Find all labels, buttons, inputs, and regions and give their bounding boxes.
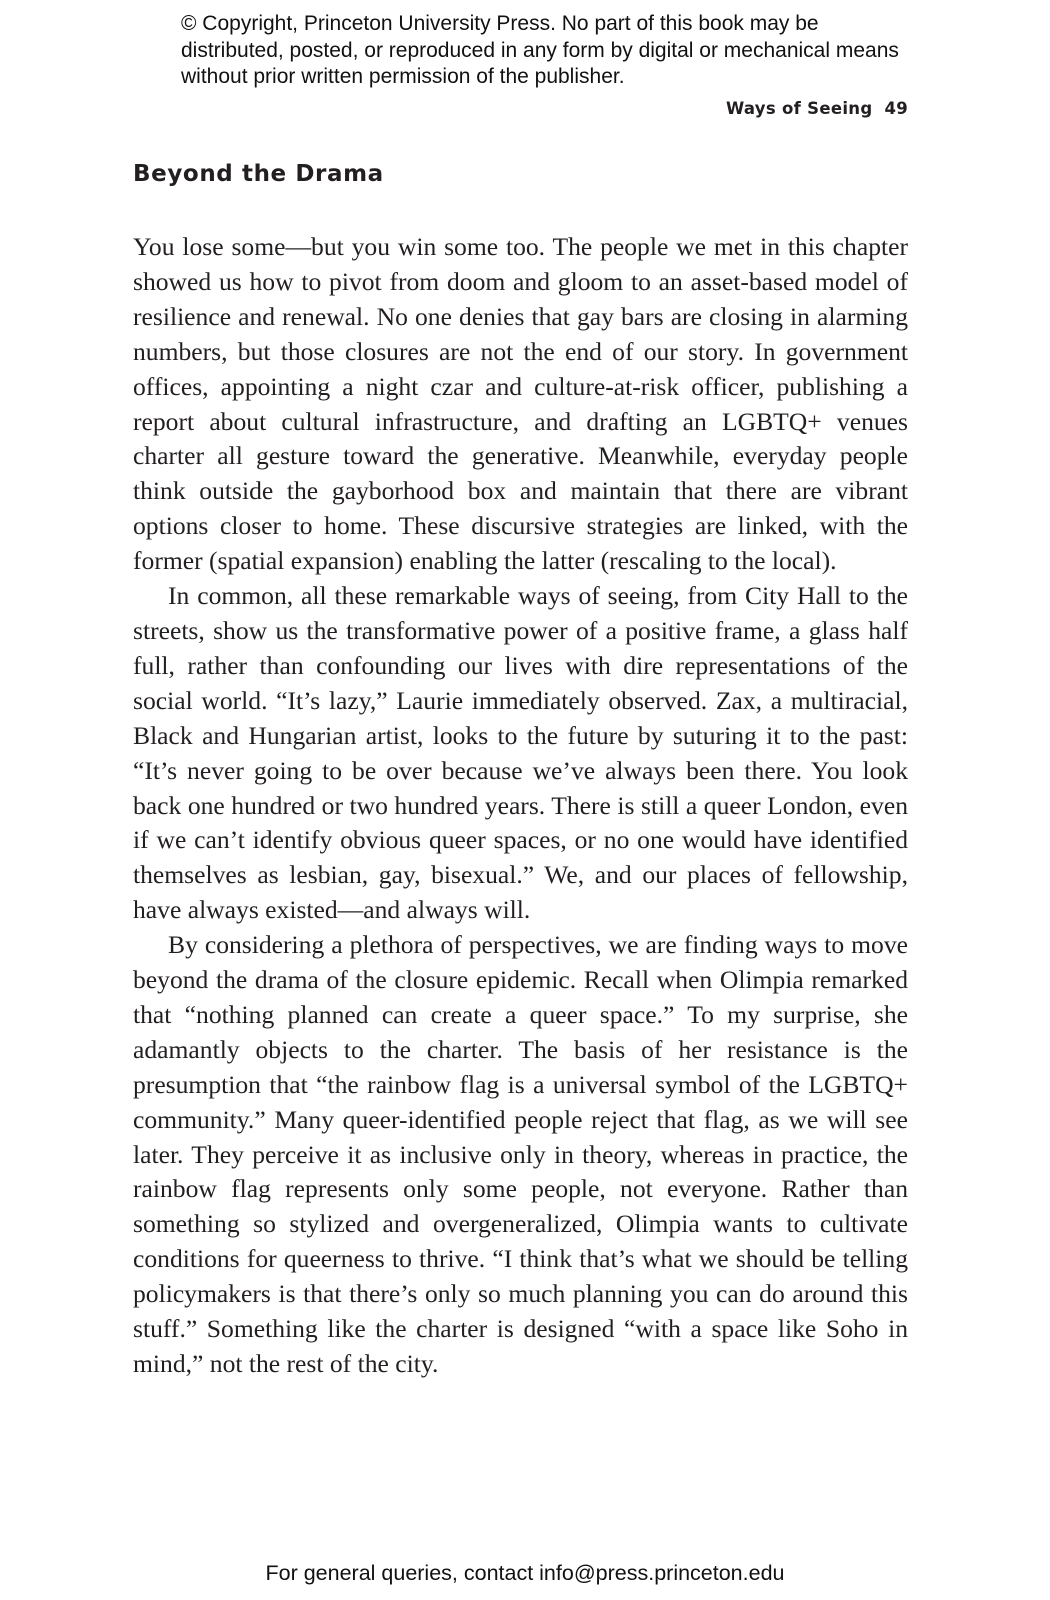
- paragraph-2: In common, all these remarkable ways of seeing, from City Hall to the streets, show us the transformative power of a positive frame, a glass half full, rather than confounding our lives with dire representations of the social world. “It’s lazy,” Laurie immediately observed. Zax, a multiracial, Black and Hungarian artist, looks to the future by suturing it to the past: “It’s never going to be over because we’ve always been there. You look back one hundred or two hundred years. There is still a queer London, even if we can’t identify obvious queer spaces, or no one would have identified themselves as lesbian, gay, bisexual.” We, and our places of fellowship, have always existed—and always will.: [133, 581, 908, 925]
- page-number: 49: [884, 99, 908, 118]
- running-head-title: Ways of Seeing: [725, 99, 873, 118]
- paragraph-1: You lose some—but you win some too. The people we met in this chapter showed us how to pivot from doom and gloom to an asset-based model of resilience and renewal. No one denies that gay bars are closing in alarming numbers, but those closures are not the end of our story. In government offices, appointing a night czar and culture-at-risk officer, publishing a report about cultural infrastructure, and drafting an LGBTQ+ venues charter all gesture toward the generative. Meanwhile, everyday people think outside the gayborhood box and maintain that there are vibrant options closer to home. These discursive strategies are linked, with the former (spatial expansion) enabling the latter (rescaling to the local).: [133, 232, 908, 576]
- copyright-notice: © Copyright, Princeton University Press. No part of this book may be distributed, posted, or reproduced in any form by digital or mechanical means without prior written permission of the publisher.: [181, 12, 899, 88]
- running-head: [133, 99, 908, 118]
- paragraph-3: By considering a plethora of perspectives, we are finding ways to move beyond the drama of the closure epidemic. Recall when Olimpia remarked that “nothing planned can create a queer space.” To my surprise, she adamantly objects to the charter. The basis of her resistance is the presumption that “the rainbow flag is a universal symbol of the LGBTQ+ community.” Many queer-identified people reject that flag, as we will see later. They perceive it as inclusive only in theory, whereas in practice, the rainbow flag represents only some people, not everyone. Rather than something so stylized and overgeneralized, Olimpia wants to cultivate conditions for queerness to thrive. “I think that’s what we should be telling policymakers is that there’s only so much planning you can do around this stuff.” Something like the charter is designed “with a space like Soho in mind,” not the rest of the city.: [133, 930, 908, 1378]
- section-heading: Beyond the Drama: [133, 161, 384, 187]
- footer-contact: For general queries, contact info@press.princeton.edu: [265, 1561, 785, 1585]
- body-text: [133, 230, 908, 1382]
